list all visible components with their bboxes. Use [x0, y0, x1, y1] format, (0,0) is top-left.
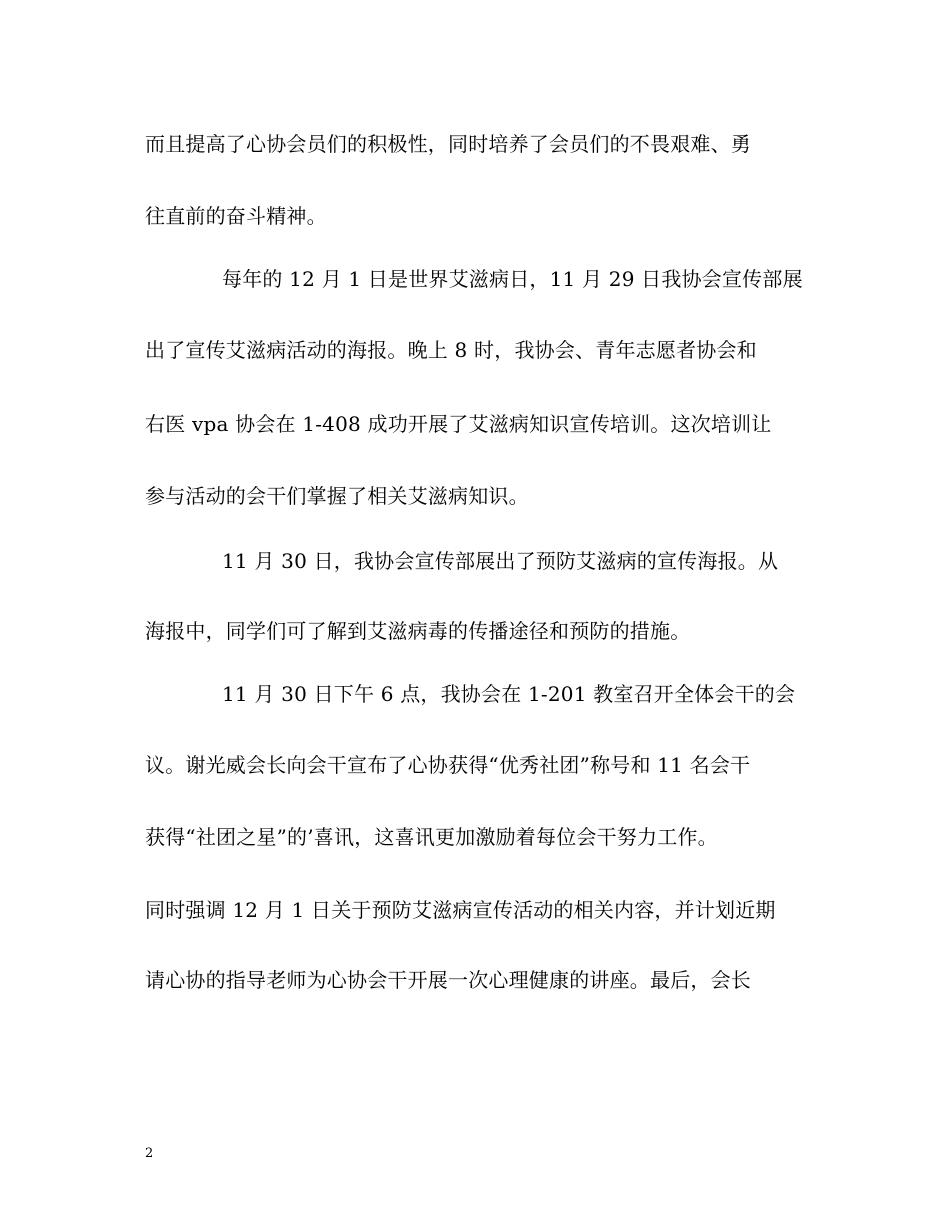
text-line: 参与活动的会干们掌握了相关艾滋病知识。	[145, 484, 529, 508]
text-line: 海报中，同学们可了解到艾滋病毒的传播途径和预防的措施。	[145, 619, 691, 643]
page-number: 2	[145, 1146, 154, 1161]
text-line: 同时强调 12 月 1 日关于预防艾滋病宣传活动的相关内容，并计划近期	[145, 898, 776, 922]
paragraph-start-line: 每年的 12 月 1 日是世界艾滋病日，11 月 29 日我协会宣传部展	[222, 267, 803, 291]
text-line: 往直前的奋斗精神。	[145, 204, 327, 228]
paragraph-start-line: 11 月 30 日，我协会宣传部展出了预防艾滋病的宣传海报。从	[222, 549, 779, 573]
text-line: 获得“社团之星”的’喜讯，这喜讯更加激励着每位会干努力工作。	[145, 825, 718, 849]
text-line: 而且提高了心协会员们的积极性，同时培养了会员们的不畏艰难、勇	[145, 132, 751, 156]
text-line: 出了宣传艾滋病活动的海报。晚上 8 时，我协会、青年志愿者协会和	[145, 338, 757, 362]
paragraph-start-line: 11 月 30 日下午 6 点，我协会在 1-201 教室召开全体会干的会	[222, 682, 796, 706]
text-line: 右医 vpa 协会在 1-408 成功开展了艾滋病知识宣传培训。这次培训让	[145, 412, 772, 436]
text-line: 议。谢光威会长向会干宣布了心协获得“优秀社团”称号和 11 名会干	[145, 753, 751, 777]
text-line: 请心协的指导老师为心协会干开展一次心理健康的讲座。最后，会长	[145, 968, 751, 992]
